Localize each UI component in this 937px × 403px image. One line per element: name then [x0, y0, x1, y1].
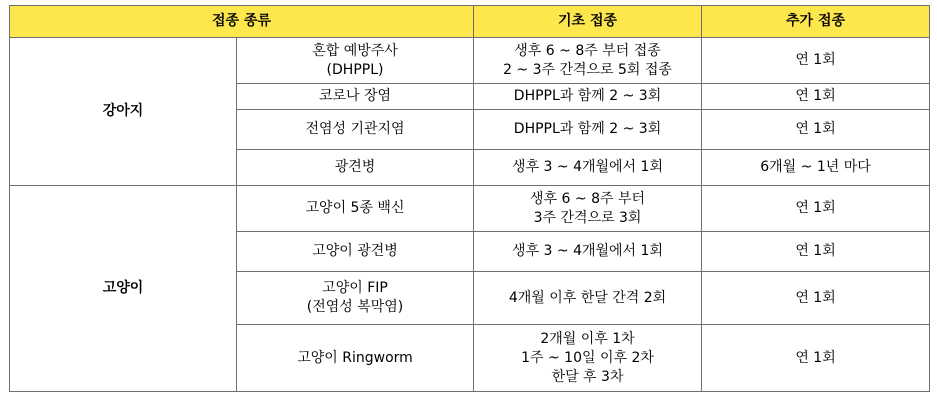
- vaccine-name: 고양이 5종 백신: [237, 186, 474, 232]
- vaccine-name: 혼합 예방주사 (DHPPL): [237, 38, 474, 84]
- header-booster-vaccination: 추가 접종: [702, 6, 930, 38]
- booster-schedule: 연 1회: [702, 38, 930, 84]
- booster-schedule: 연 1회: [702, 325, 930, 392]
- basic-schedule: 생후 3 ~ 4개월에서 1회: [474, 150, 702, 186]
- basic-schedule: 4개월 이후 한달 간격 2회: [474, 272, 702, 325]
- basic-schedule: 2개월 이후 1차 1주 ~ 10일 이후 2차 한달 후 3차: [474, 325, 702, 392]
- vaccine-name: 고양이 Ringworm: [237, 325, 474, 392]
- header-row: [10, 6, 930, 38]
- vaccination-table: [9, 5, 930, 392]
- booster-schedule: 연 1회: [702, 272, 930, 325]
- vaccine-name: 고양이 광견병: [237, 232, 474, 272]
- table-header: [10, 6, 930, 38]
- vaccine-name: 고양이 FIP (전염성 복막염): [237, 272, 474, 325]
- booster-schedule: 연 1회: [702, 110, 930, 150]
- basic-schedule: 생후 3 ~ 4개월에서 1회: [474, 232, 702, 272]
- table-row: [10, 38, 930, 84]
- vaccine-name: 광견병: [237, 150, 474, 186]
- header-basic-vaccination: 기초 접종: [474, 6, 702, 38]
- vaccine-name: 코로나 장염: [237, 84, 474, 110]
- booster-schedule: 연 1회: [702, 186, 930, 232]
- booster-schedule: 연 1회: [702, 232, 930, 272]
- basic-schedule: 생후 6 ~ 8주 부터 접종 2 ~ 3주 간격으로 5회 접종: [474, 38, 702, 84]
- vaccine-name: 전염성 기관지염: [237, 110, 474, 150]
- basic-schedule: DHPPL과 함께 2 ~ 3회: [474, 84, 702, 110]
- animal-group-label: 고양이: [10, 186, 237, 392]
- basic-schedule: DHPPL과 함께 2 ~ 3회: [474, 110, 702, 150]
- animal-group-label: 강아지: [10, 38, 237, 186]
- booster-schedule: 연 1회: [702, 84, 930, 110]
- table-body: [10, 38, 930, 392]
- header-vaccine-type: 접종 종류: [10, 6, 474, 38]
- basic-schedule: 생후 6 ~ 8주 부터 3주 간격으로 3회: [474, 186, 702, 232]
- table-row: [10, 186, 930, 232]
- booster-schedule: 6개월 ~ 1년 마다: [702, 150, 930, 186]
